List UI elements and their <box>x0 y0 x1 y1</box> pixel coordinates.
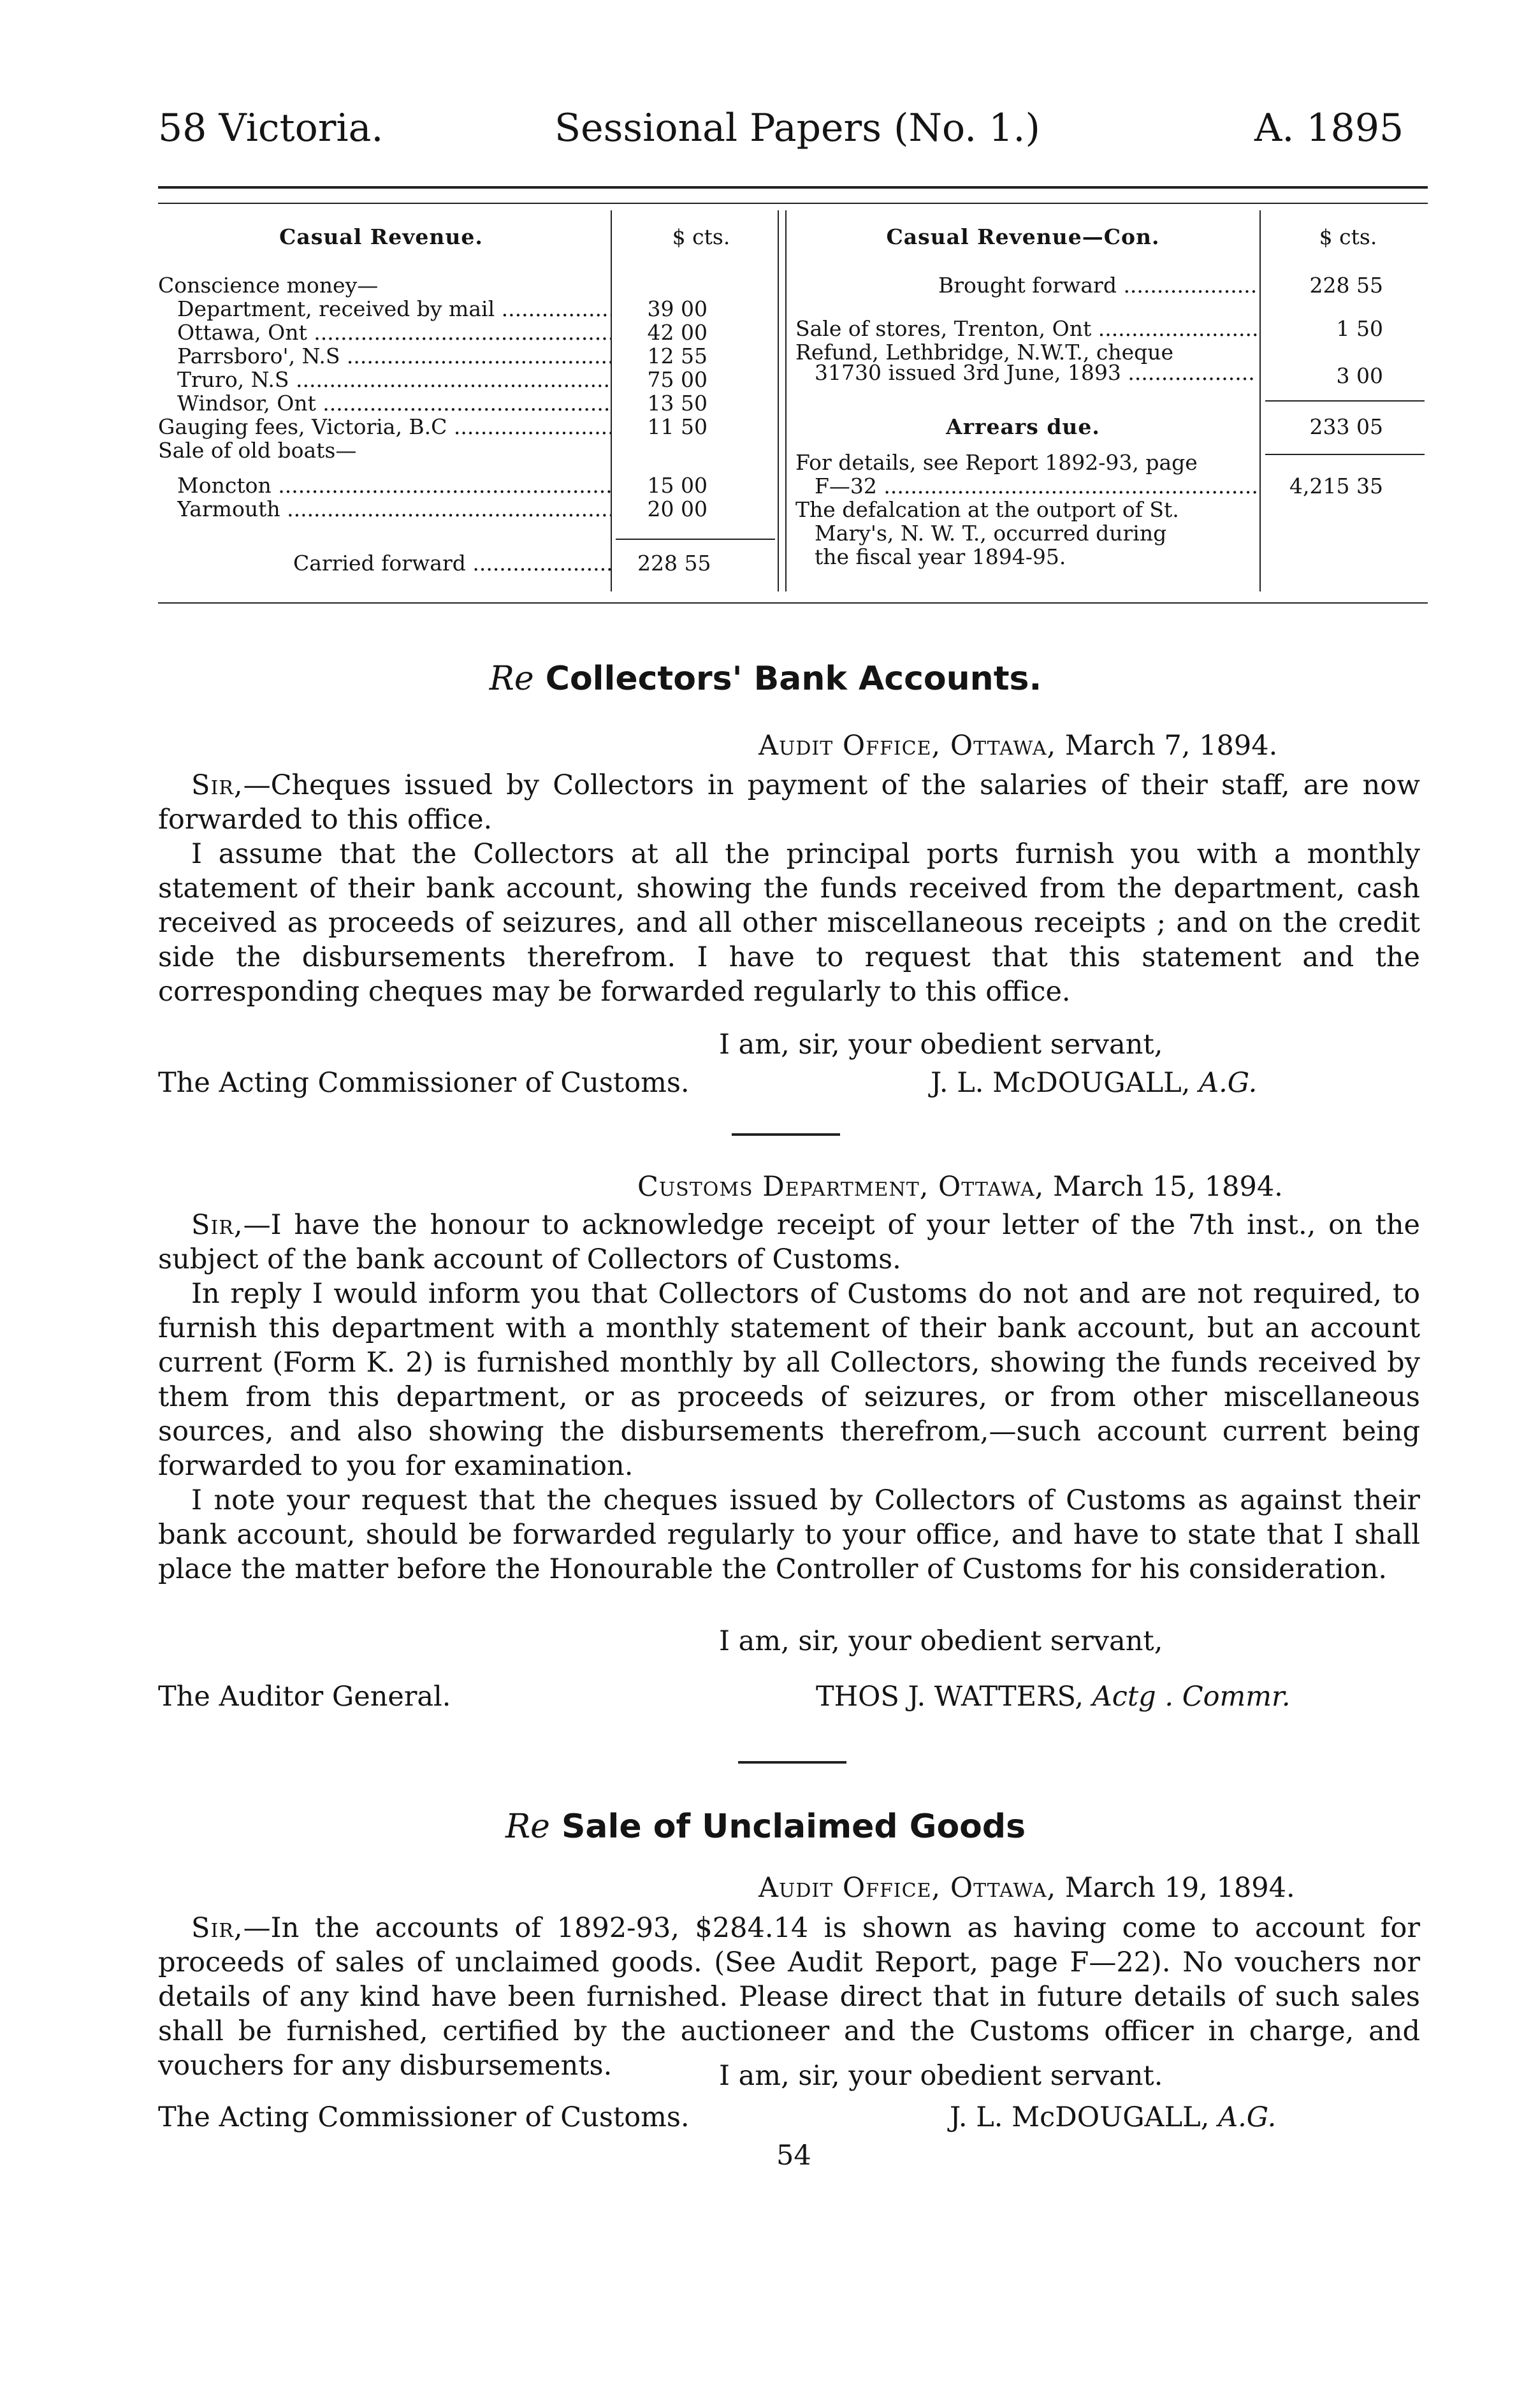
section-divider <box>732 1133 840 1136</box>
carried-forward-label: Carried forward ..... <box>293 551 611 576</box>
table-row: For details, see Report 1892-93, page <box>795 450 1198 475</box>
letter2-closing: I am, sir, your obedient servant, <box>719 1625 1163 1657</box>
table-row: Conscience money— <box>158 273 379 298</box>
table-cell-amount: 13 50 <box>647 391 707 416</box>
subtotal-rule <box>1265 400 1425 402</box>
table-row: 31730 issued 3rd June, 1893 ..... <box>815 360 1257 386</box>
letter3-closing: I am, sir, your obedient servant. <box>719 2060 1163 2092</box>
table-cell-amount: 75 00 <box>647 367 707 392</box>
brought-forward-amount: 228 55 <box>1309 273 1383 298</box>
header-volume: 58 Victoria. <box>158 106 384 150</box>
table-row: Truro, N.S ..... <box>177 367 611 393</box>
table-row: Refund, Lethbridge, N.W.T., cheque <box>795 340 1174 365</box>
letter3-body: Sir,—In the accounts of 1892-93, $284.14 is shown as having come to account for proceeds of sales of unclaimed goods. (See Audit Report, page F—22). No vouchers nor details of any kind have been furnished. Please direct that in future details of such sales shall be furnished, certified by the auctioneer and the Customs officer in charge, and vouchers for any disbursements. <box>158 1912 1420 2082</box>
table-cell-amount: 39 00 <box>647 296 707 321</box>
table-cell-amount: 15 00 <box>647 473 707 498</box>
table-row: Yarmouth ..... <box>177 497 611 522</box>
right-heading: Casual Revenue—Con. <box>886 224 1160 249</box>
table-row: Gauging fees, Victoria, B.C ..... <box>158 414 611 440</box>
header-year: A. 1895 <box>1254 106 1404 150</box>
letter1-addressee: The Acting Commissioner of Customs. <box>158 1067 690 1099</box>
header-rule-thick <box>158 186 1428 189</box>
right-amount-heading: $ cts. <box>1319 224 1377 249</box>
total-amount: 233 05 <box>1309 414 1383 439</box>
table-row: Parrsboro', N.S ..... <box>177 344 611 369</box>
table-col-rule <box>611 210 612 591</box>
left-heading: Casual Revenue. <box>279 224 483 249</box>
table-cell-amount: 3 00 <box>1336 363 1383 388</box>
header-rule-thin <box>158 203 1428 204</box>
table-row: Sale of stores, Trenton, Ont ..... <box>795 316 1257 342</box>
left-amount-heading: $ cts. <box>672 224 730 249</box>
table-cell-amount: 4,215 35 <box>1289 474 1383 498</box>
table-cell-amount: 1 50 <box>1336 316 1383 341</box>
table-row: Mary's, N. W. T., occurred during <box>815 521 1167 546</box>
letter1-signature: J. L. McDOUGALL, A.G. <box>931 1067 1258 1099</box>
table-col-rule <box>1259 210 1261 591</box>
table-row: the fiscal year 1894-95. <box>815 544 1066 569</box>
letter2-addressee: The Auditor General. <box>158 1681 451 1713</box>
subtotal-rule <box>616 539 775 540</box>
table-row: Ottawa, Ont ..... <box>177 320 611 345</box>
carried-forward-amount: 228 55 <box>637 551 711 576</box>
arrears-heading: Arrears due. <box>946 414 1100 439</box>
letter2-signature: THOS J. WATTERS, Actg . Commr. <box>816 1681 1291 1713</box>
table-cell-amount: 11 50 <box>647 414 707 439</box>
letter3-addressee: The Acting Commissioner of Customs. <box>158 2101 690 2133</box>
table-row: Windsor, Ont ..... <box>177 391 611 416</box>
header-title: Sessional Papers (No. 1.) <box>555 106 1040 150</box>
table-row: The defalcation at the outport of St. <box>795 497 1179 522</box>
table-cell-amount: 42 00 <box>647 320 707 345</box>
letter1-body: Sir,—Cheques issued by Collectors in payment of the salaries of their staff, are now forwarded to this office. I assume that the Collectors at all the principal ports furnish you with a monthly statement of their bank account, showing the funds received from the department, cash received as proceeds of seizures, and all other miscellaneous receipts ; and on the credit side the disbursements therefrom. I have to request that this statement and the corresponding cheques may be forwarded regularly to this office. <box>158 769 1420 1008</box>
brought-forward-label: Brought forward ..... <box>938 273 1257 298</box>
table-row: Moncton ..... <box>177 473 611 498</box>
letter2-dateline: Customs Department, Ottawa, March 15, 1894. <box>637 1171 1283 1203</box>
letter1-dateline: Audit Office, Ottawa, March 7, 1894. <box>758 730 1278 762</box>
letter2-body: Sir,—I have the honour to acknowledge receipt of your letter of the 7th inst., on the subject of the bank account of Collectors of Customs. In reply I would inform you that Collectors of Customs do not and are not required, to furnish this department with a monthly statement of their bank account, but an account current (Form K. 2) is furnished monthly by all Collectors, showing the funds received by them from this department, or as proceeds of seizures, or from other miscellaneous sources, and also showing the disbursements therefrom,—such account current being forwarded to you for examination. I note your request that the cheques issued by Collectors of Customs as against their bank account, should be forwarded regularly to your office, and have to state that I shall place the matter before the Honourable the Controller of Customs for his consideration. <box>158 1209 1420 1585</box>
subtotal-rule <box>1265 454 1425 455</box>
section-divider <box>738 1761 846 1764</box>
letter1-closing: I am, sir, your obedient servant, <box>719 1029 1163 1061</box>
letter1-title: Re Collectors' Bank Accounts. <box>489 660 1042 698</box>
table-bottom-rule <box>158 602 1428 604</box>
table-row: F—32 ..... <box>815 474 1257 499</box>
table-cell-amount: 12 55 <box>647 344 707 368</box>
letter3-dateline: Audit Office, Ottawa, March 19, 1894. <box>758 1872 1295 1904</box>
table-row: Sale of old boats— <box>158 438 357 463</box>
table-row: Department, received by mail ..... <box>177 296 611 322</box>
letter3-title: Re Sale of Unclaimed Goods <box>505 1808 1026 1846</box>
letter3-signature: J. L. McDOUGALL, A.G. <box>950 2101 1277 2133</box>
page-number: 54 <box>776 2140 811 2172</box>
table-col-rule <box>785 210 787 591</box>
table-cell-amount: 20 00 <box>647 497 707 521</box>
table-col-rule <box>778 210 779 591</box>
